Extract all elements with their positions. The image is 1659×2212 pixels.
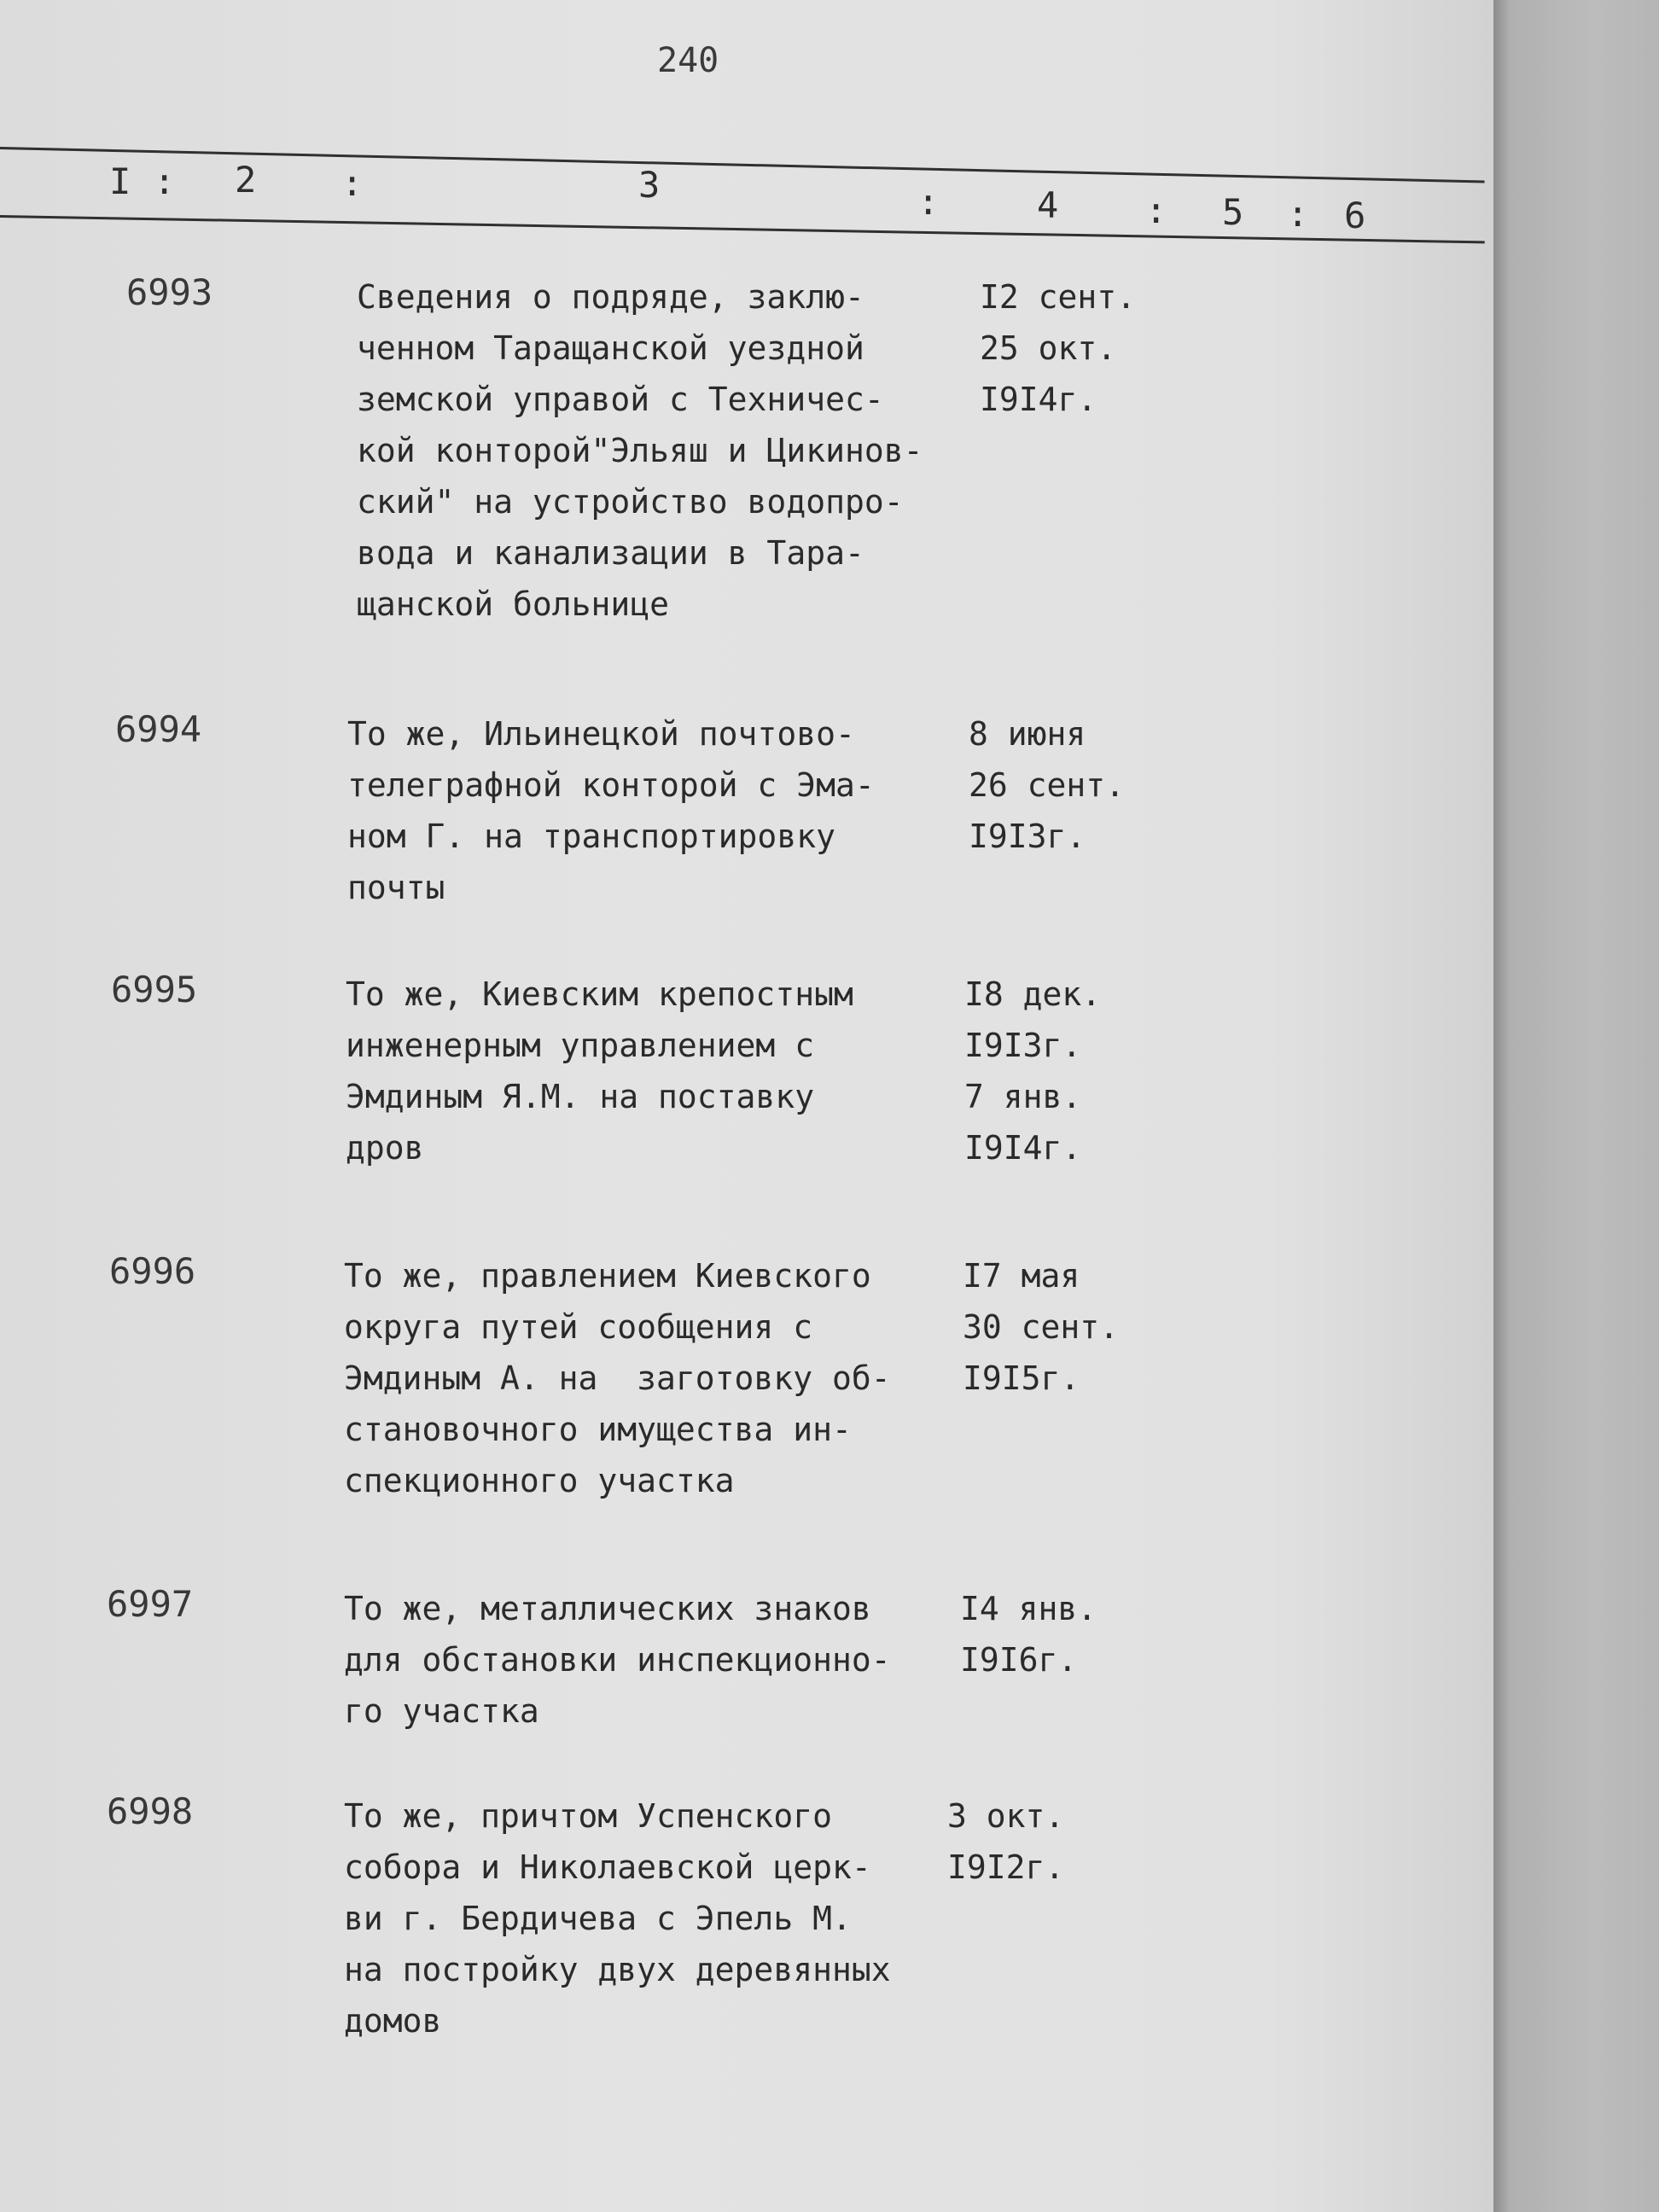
entry-number: 6993 [126,271,213,313]
entry-description: То же, правлением Киевского округа путей сообщения с Эмдиным А. на заготовку об- становочного имущества ин- спекционного участка [344,1257,891,1499]
column-header-2: 2 [235,159,257,201]
entry-number: 6997 [107,1583,194,1625]
column-header-3: 3 [638,164,661,206]
column-header-4: 4 [1037,184,1059,226]
entry-description: То же, Киевским крепостным инженерным управлением с Эмдиным Я.М. на поставку дров [346,975,853,1167]
entry-number: 6998 [107,1790,194,1832]
entry-description: То же, причтом Успенского собора и Николаевской церк- ви г. Бердичева с Эпель М. на постройку двух деревянных домов [344,1797,891,2040]
entry-description: Сведения о подряде, заклю- ченном Таращанской уездной земской управой с Техничес- кой конторой"Эльяш и Цикинов- ский" на устройство водопро- вода и канализации в Тара- щанской больнице [357,278,923,623]
entry-number: 6994 [115,708,202,750]
entry-dates: I7 мая 30 сент. I9I5г. [963,1257,1120,1397]
entry-number: 6996 [109,1250,196,1292]
column-separator: : [917,181,940,223]
column-header-1: I [109,160,131,202]
entry-dates: 3 окт. I9I2г. [947,1797,1065,1886]
column-header-6: 6 [1344,195,1366,236]
column-separator: : [1145,189,1167,231]
page-number: 240 [657,41,719,80]
entry-dates: I2 сент. 25 окт. I9I4г. [980,278,1137,418]
column-separator: : [1287,193,1309,235]
page-edge-shadow [1493,0,1659,2212]
entry-dates: I4 янв. I9I6г. [960,1590,1097,1679]
column-separator: : [154,160,176,202]
table-top-rule [0,147,1485,183]
entry-number: 6995 [111,969,198,1010]
column-separator: : [341,162,364,204]
entry-dates: 8 июня 26 сент. I9I3г. [969,715,1126,855]
entry-description: То же, Ильинецкой почтово- телеграфной конторой с Эма- ном Г. на транспортировку почты [347,715,875,906]
entry-dates: I8 дек. I9I3г. 7 янв. I9I4г. [964,975,1102,1167]
entry-description: То же, металлических знаков для обстановки инспекционно- го участка [344,1590,891,1730]
column-header-5: 5 [1222,191,1244,233]
table-header-bottom-rule [0,215,1485,243]
